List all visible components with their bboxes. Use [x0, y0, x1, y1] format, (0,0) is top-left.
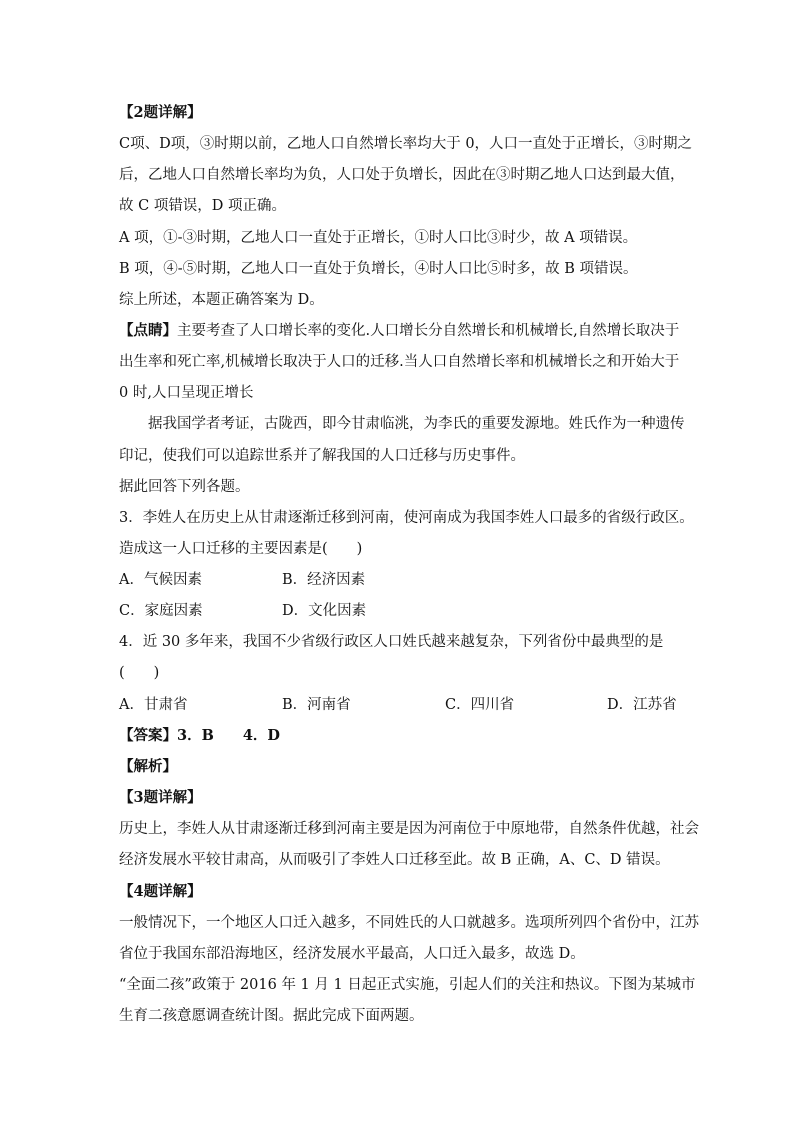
- passage-line: 据我国学者考证，古陇西，即今甘肃临洮，为李氏的重要发源地。姓氏作为一种遗传: [148, 416, 685, 432]
- question-4-stem: 4．近 30 多年来，我国不少省级行政区人口姓氏越来越复杂，下列省份中最典型的是: [119, 634, 664, 650]
- paragraph-line: B 项，④-⑤时期，乙地人口一直处于负增长，④时人口比⑤时多，故 B 项错误。: [119, 261, 638, 277]
- dianjing-line: [119, 321, 679, 341]
- paragraph-line: 故 C 项错误，D 项正确。: [119, 198, 287, 214]
- next-passage-line: “全面二孩”政策于 2016 年 1 月 1 日起正式实施，引起人们的关注和热议。下图为某城市: [119, 977, 696, 993]
- paragraph-line: A 项，①-③时期，乙地人口一直处于正增长，①时人口比③时少，故 A 项错误。: [119, 230, 638, 246]
- answer-line: 【答案】3．B 4．D: [119, 727, 281, 744]
- paragraph-line: 0 时,人口呈现正增长: [119, 385, 254, 401]
- paragraph-line: C项、D项，③时期以前，乙地人口自然增长率均大于 0，人口一直处于正增长，③时期之: [119, 136, 693, 152]
- dianjing-text: 主要考查了人口增长率的变化.人口增长分自然增长和机械增长,自然增长取决于: [177, 323, 680, 339]
- q4-option-b: B．河南省: [282, 697, 351, 713]
- paragraph-line: 一般情况下，一个地区人口迁入越多，不同姓氏的人口就越多。选项所列四个省份中，江苏: [119, 915, 699, 931]
- question-3-stem: 3．李姓人在历史上从甘肃逐渐迁移到河南，使河南成为我国李姓人口最多的省级行政区。: [119, 510, 694, 526]
- section-header-q4: 【4题详解】: [119, 883, 202, 900]
- q3-option-a: A．气候因素: [119, 572, 202, 588]
- question-3-stem: 造成这一人口迁移的主要因素是( ): [119, 541, 363, 557]
- paragraph-line: 后，乙地人口自然增长率均为负，人口处于负增长，因此在③时期乙地人口达到最大值，: [119, 167, 685, 183]
- question-4-stem: ( ): [119, 665, 160, 681]
- q3-option-d: D．文化因素: [282, 603, 367, 619]
- q4-option-d: D．江苏省: [607, 697, 677, 713]
- section-header-q2: 【2题详解】: [119, 104, 202, 121]
- analysis-header: 【解析】: [119, 758, 177, 775]
- paragraph-line: 历史上，李姓人从甘肃逐渐迁移到河南主要是因为河南位于中原地带，自然条件优越，社会: [119, 821, 699, 837]
- q3-option-b: B．经济因素: [282, 572, 366, 588]
- paragraph-line: 经济发展水平较甘肃高，从而吸引了李姓人口迁移至此。故 B 正确，A、C、D 错误。: [119, 852, 670, 868]
- q4-option-c: C．四川省: [445, 697, 515, 713]
- passage-line: 据此回答下列各题。: [119, 479, 250, 495]
- next-passage-line: 生育二孩意愿调查统计图。据此完成下面两题。: [119, 1008, 424, 1024]
- paragraph-line: 出生率和死亡率,机械增长取决于人口的迁移.当人口自然增长率和机械增长之和开始大于: [119, 354, 680, 370]
- passage-line: 印记，使我们可以追踪世系并了解我国的人口迁移与历史事件。: [119, 448, 525, 464]
- section-header-q3: 【3题详解】: [119, 789, 202, 806]
- q4-option-a: A．甘肃省: [119, 697, 188, 713]
- paragraph-line: 省位于我国东部沿海地区，经济发展水平最高，人口迁入最多，故选 D。: [119, 946, 585, 962]
- paragraph-line: 综上所述，本题正确答案为 D。: [119, 292, 324, 308]
- q3-option-c: C．家庭因素: [119, 603, 203, 619]
- dianjing-label: 【点睛】: [119, 322, 177, 339]
